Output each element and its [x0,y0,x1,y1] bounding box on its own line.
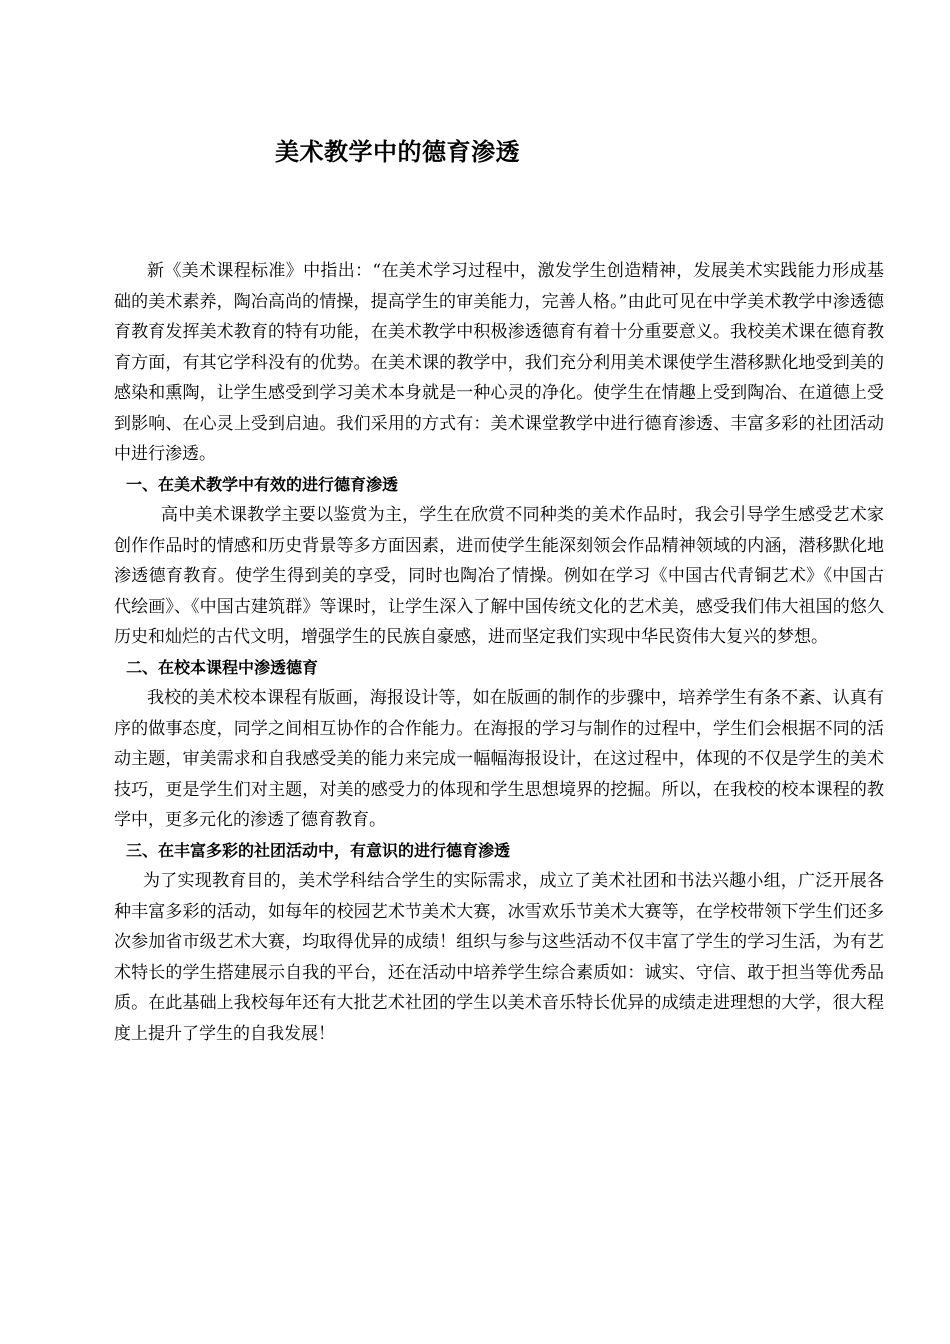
section-heading-3: 三、在丰富多彩的社团活动中，有意识的进行德育渗透 [126,840,511,860]
section-paragraph-3: 为了实现教育目的，美术学科结合学生的实际需求，成立了美术社团和书法兴趣小组，广泛开展各种丰富多彩的活动，如每年的校园艺术节美术大赛，冰雪欢乐节美术大赛等，在学校带领下学生们还多次参加省市级艺术大赛，均取得优异的成绩！组织与参与这些活动不仅丰富了学生的学习生活，为有艺术特长的学生搭建展示自我的平台，还在活动中培养学生综合素质如：诚实、守信、敢于担当等优秀品质。在此基础上我校每年还有大批艺术社团的学生以美术音乐特长优异的成绩走进理想的大学，很大程度上提升了学生的自我发展！ [114,871,884,1044]
section-paragraph-1: 高中美术课教学主要以鉴赏为主，学生在欣赏不同种类的美术作品时，我会引导学生感受艺术家创作作品时的情感和历史背景等多方面因素，进而使学生能深刻领会作品精神领域的内涵，潜移默化地渗透德育教育。使学生得到美的享受，同时也陶冶了情操。例如在学习《中国古代青铜艺术》《中国古代绘画》、《中国古建筑群》等课时，让学生深入了解中国传统文化的艺术美，感受我们伟大祖国的悠久历史和灿烂的古代文明，增强学生的民族自豪感，进而坚定我们实现中华民资伟大复兴的梦想。 [114,505,884,647]
section-heading-2: 二、在校本课程中渗透德育 [126,657,319,677]
section-heading-1: 一、在美术教学中有效的进行德育渗透 [126,474,399,494]
section-paragraph-2: 我校的美术校本课程有版画，海报设计等，如在版画的制作的步骤中，培养学生有条不紊、认真有序的做事态度，同学之间相互协作的合作能力。在海报的学习与制作的过程中，学生们会根据不同的活动主题，审美需求和自我感受美的能力来完成一幅幅海报设计，在这过程中，体现的不仅是学生的美术技巧，更是学生们对主题，对美的感受力的体现和学生思想境界的挖掘。所以，在我校的校本课程的教学中，更多元化的渗透了德育教育。 [114,688,884,830]
intro-paragraph: 新《美术课程标准》中指出：“在美术学习过程中，激发学生创造精神，发展美术实践能力形成基础的美术素养，陶冶高尚的情操，提高学生的审美能力，完善人格。”由此可见在中学美术教学中渗透德育教育发挥美术教育的特有功能，在美术教学中积极渗透德育有着十分重要意义。我校美术课在德育教育方面，有其它学科没有的优势。在美术课的教学中，我们充分利用美术课使学生潜移默化地受到美的感染和熏陶，让学生感受到学习美术本身就是一种心灵的净化。使学生在情趣上受到陶冶、在道德上受到影响、在心灵上受到启迪。我们采用的方式有：美术课堂教学中进行德育渗透、丰富多彩的社团活动中进行渗透。 [114,261,884,464]
document-title: 美术教学中的德育渗透 [275,138,520,166]
document-body [114,256,884,1049]
